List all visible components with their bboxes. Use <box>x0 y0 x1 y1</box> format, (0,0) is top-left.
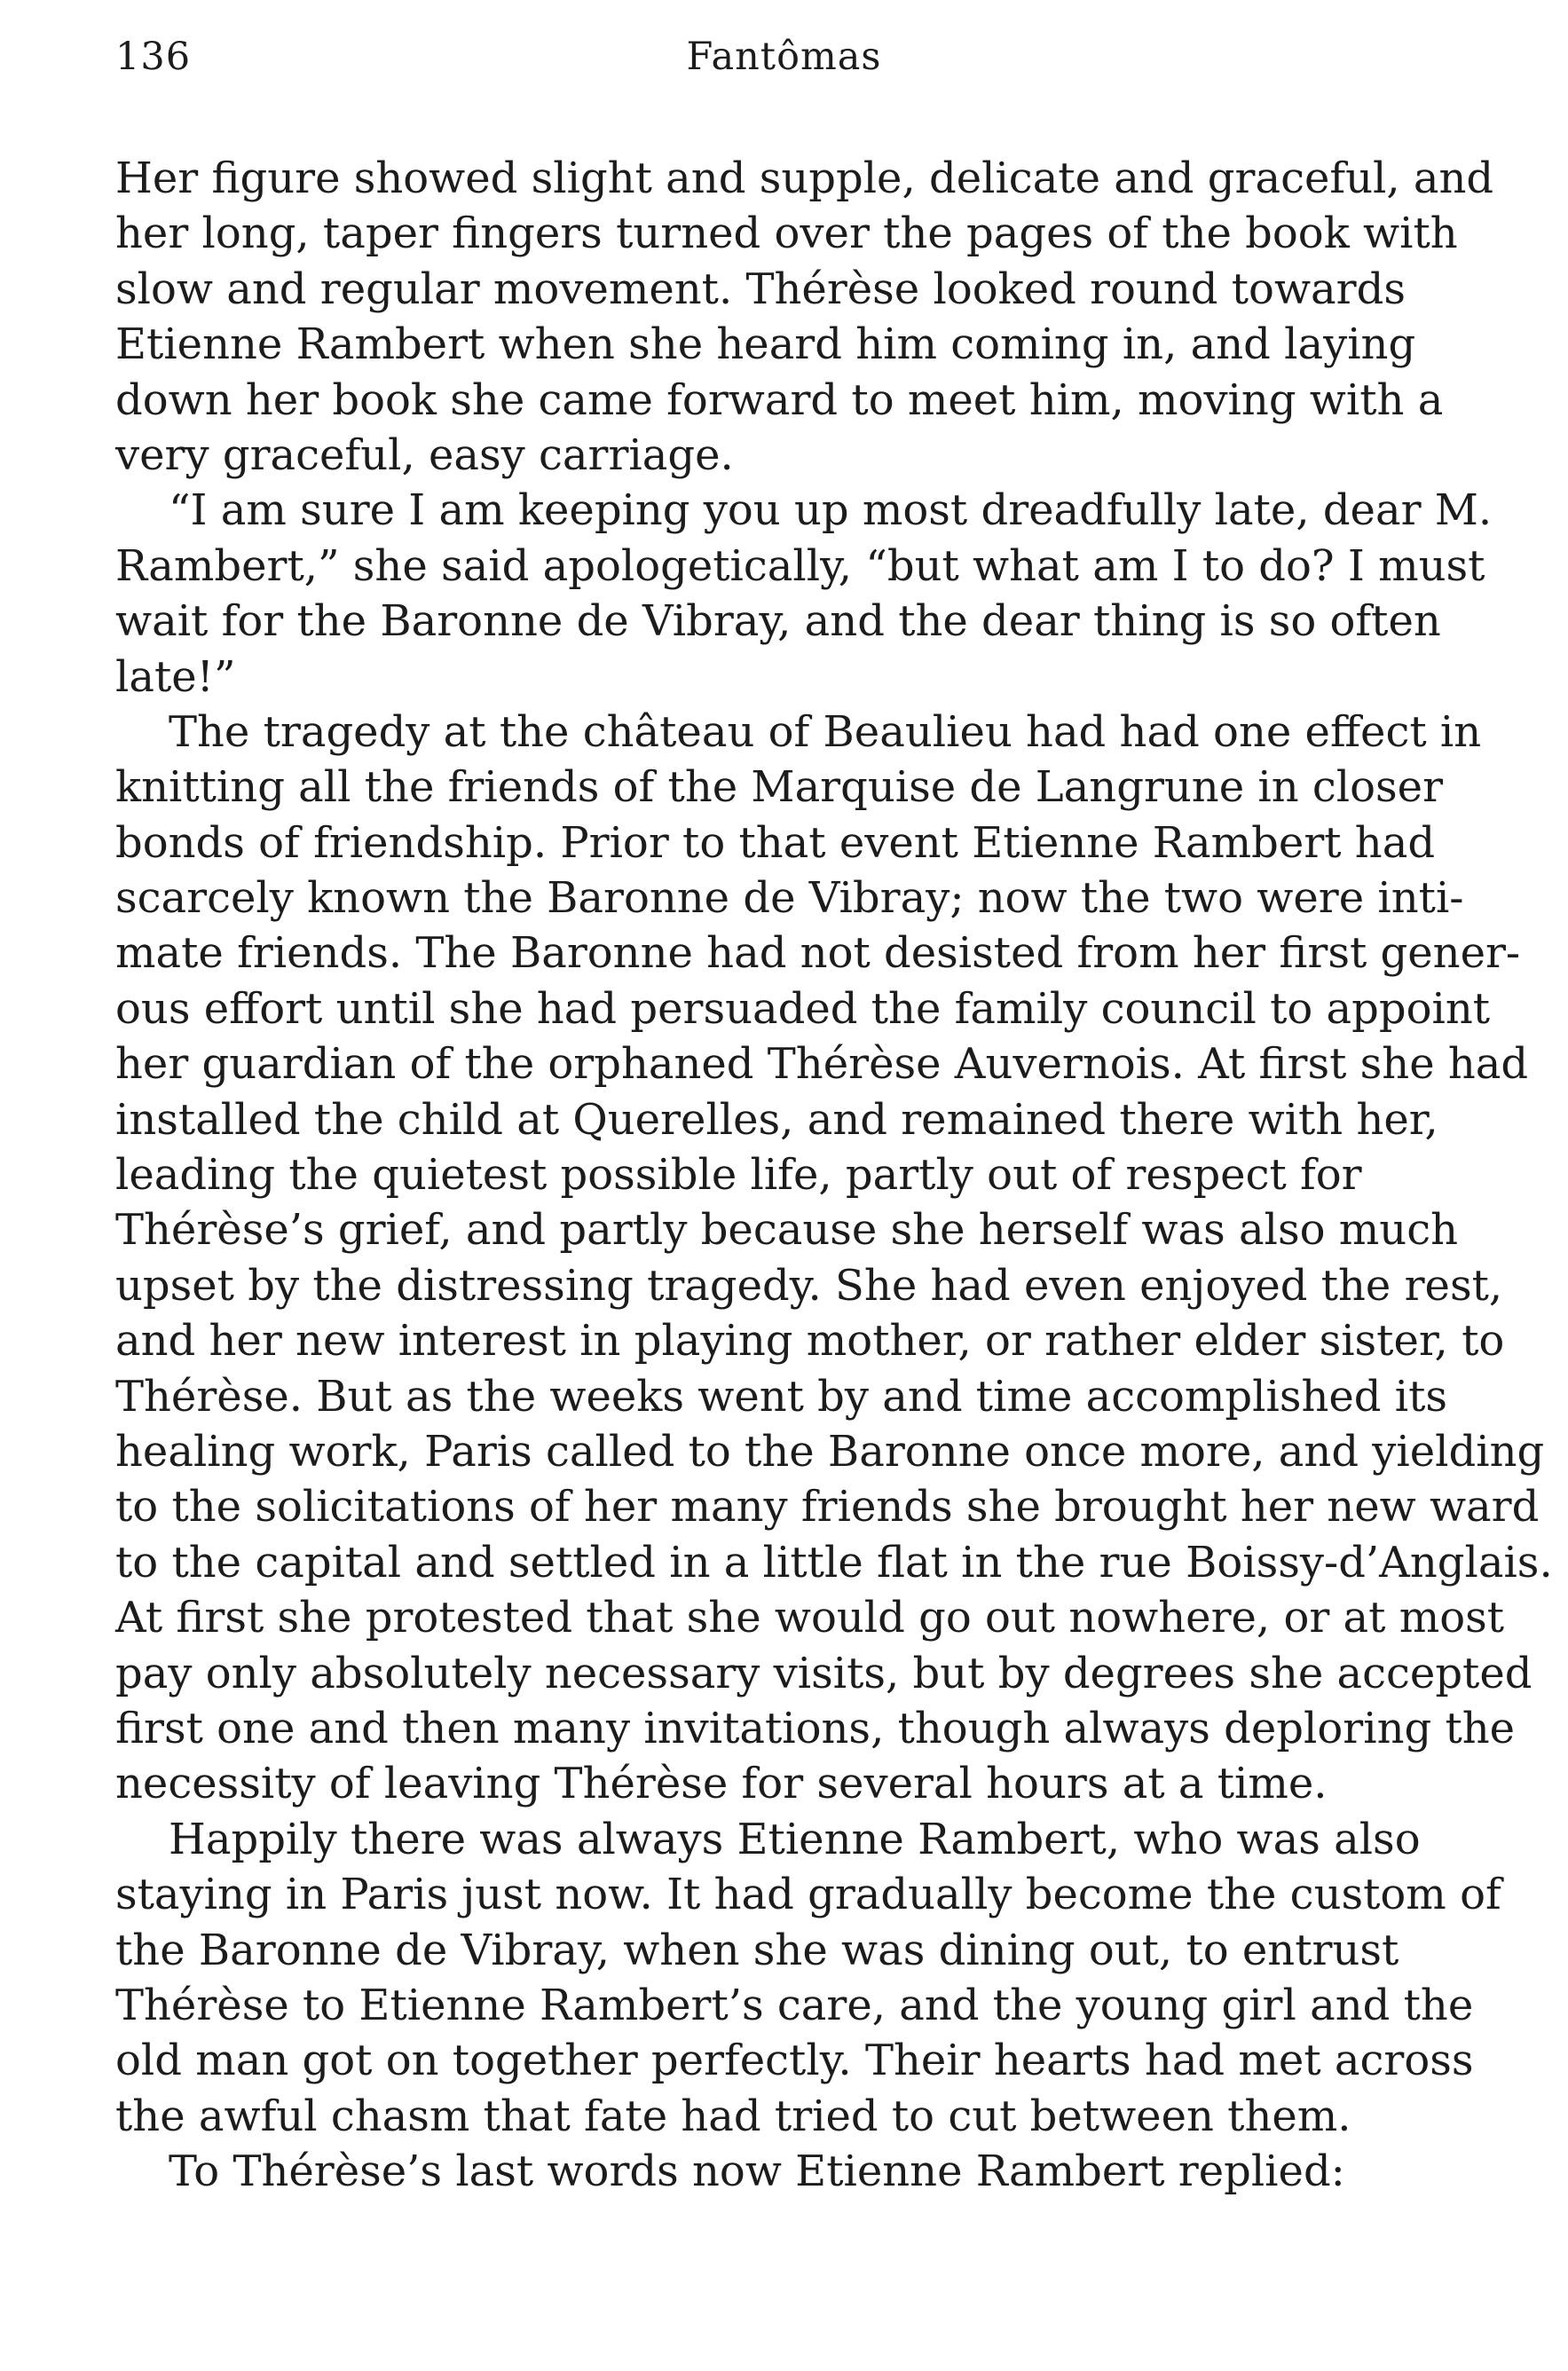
text-line: wait for the Baronne de Vibray, and the dear thing is so often <box>115 596 1441 647</box>
text-line: her guardian of the orphaned Thérèse Auvernois. At first she had <box>115 1039 1529 1090</box>
text-line: To Thérèse’s last words now Etienne Rambert replied: <box>169 2147 1345 2197</box>
text-line: Thérèse to Etienne Rambert’s care, and the young girl and the <box>115 1980 1474 2030</box>
text-line: leading the quietest possible life, partly out of respect for <box>115 1150 1362 1201</box>
text-line: Thérèse. But as the weeks went by and time accomplished its <box>115 1371 1448 1422</box>
text-line: mate friends. The Baronne had not desisted from her first gener- <box>115 928 1521 979</box>
text-line: scarcely known the Baronne de Vibray; now the two were inti- <box>115 873 1464 924</box>
text-line: Happily there was always Etienne Rambert, who was also <box>169 1814 1421 1864</box>
text-line: late!” <box>115 651 236 702</box>
page-number: 136 <box>115 35 192 79</box>
text-line: At first she protested that she would go out nowhere, or at most <box>115 1593 1505 1643</box>
text-line: Etienne Rambert when she heard him coming in, and laying <box>115 319 1416 370</box>
text-line: very graceful, easy carriage. <box>115 429 734 480</box>
text-line: The tragedy at the château of Beaulieu had had one effect in <box>169 706 1482 757</box>
text-line: staying in Paris just now. It had gradually become the custom of <box>115 1870 1501 1920</box>
text-line: ous effort until she had persuaded the family council to appoint <box>115 983 1491 1034</box>
text-line: to the solicitations of her many friends she brought her new ward <box>115 1482 1540 1532</box>
text-line: upset by the distressing tragedy. She had even enjoyed the rest, <box>115 1260 1503 1311</box>
text-line: old man got on together perfectly. Their hearts had met across <box>115 2036 1474 2086</box>
text-line: “I am sure I am keeping you up most dreadfully late, dear M. <box>169 485 1493 536</box>
running-title: Fantômas <box>686 35 882 79</box>
text-line: Her figure showed slight and supple, delicate and graceful, and <box>115 154 1494 203</box>
text-line: the awful chasm that fate had tried to cut between them. <box>115 2091 1351 2141</box>
text-line: and her new interest in playing mother, or rather elder sister, to <box>115 1316 1505 1367</box>
text-line: healing work, Paris called to the Baronne once more, and yielding <box>115 1426 1545 1477</box>
body-text <box>115 151 1553 2199</box>
text-line: her long, taper fingers turned over the pages of the book with <box>115 209 1458 259</box>
text-line: down her book she came forward to meet him, moving with a <box>115 374 1444 425</box>
text-line: installed the child at Querelles, and remained there with her, <box>115 1094 1438 1145</box>
text-line: necessity of leaving Thérèse for several hours at a time. <box>115 1759 1328 1809</box>
text-line: bonds of friendship. Prior to that event Etienne Rambert had <box>115 817 1436 868</box>
text-line: first one and then many invitations, though always deploring the <box>115 1703 1516 1753</box>
text-line: to the capital and settled in a little flat in the rue Boissy-d’Anglais. <box>115 1537 1553 1587</box>
text-line: Rambert,” she said apologetically, “but what am I to do? I must <box>115 540 1485 591</box>
text-line: slow and regular movement. Thérèse looked round towards <box>115 264 1406 314</box>
text-line: Thérèse’s grief, and partly because she herself was also much <box>115 1205 1459 1256</box>
text-line: the Baronne de Vibray, when she was dining out, to entrust <box>115 1925 1399 1975</box>
text-line: pay only absolutely necessary visits, but by degrees she accepted <box>115 1648 1533 1698</box>
text-line: knitting all the friends of the Marquise de Langrune in closer <box>115 762 1444 813</box>
